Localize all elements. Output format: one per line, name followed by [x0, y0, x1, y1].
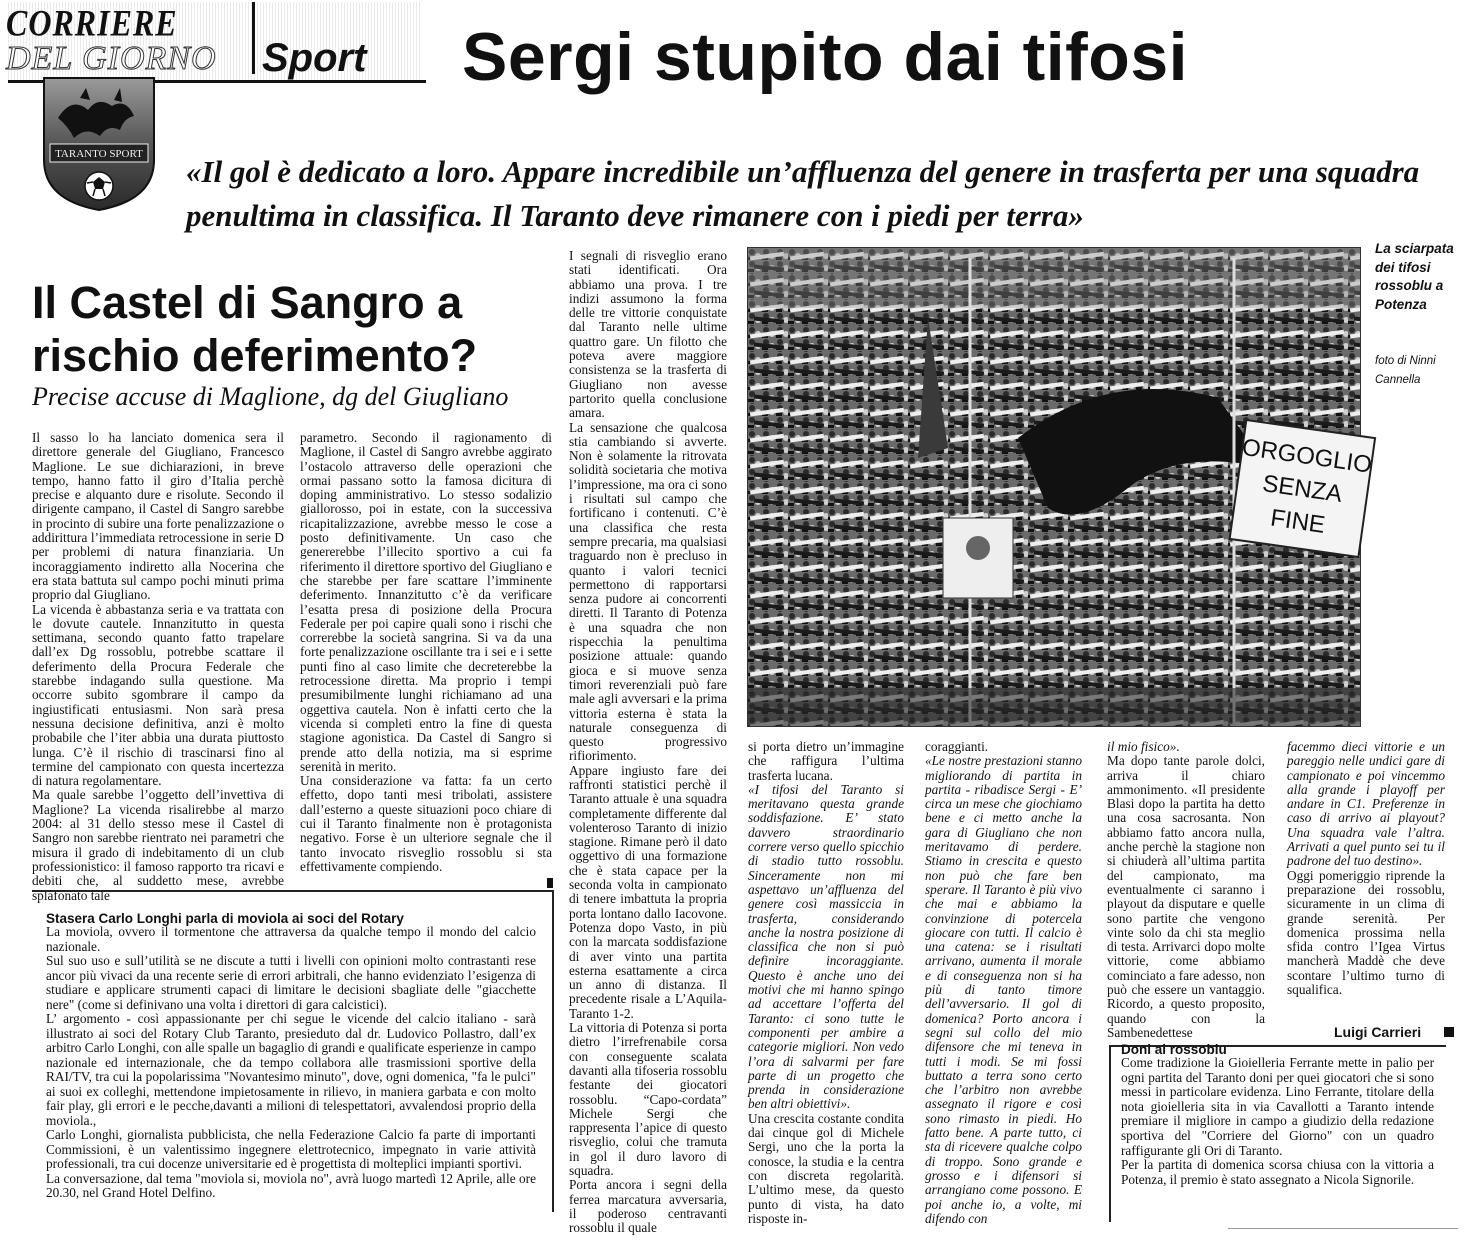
masthead-divider	[252, 2, 255, 74]
masthead-title: CORRIERE	[6, 2, 178, 44]
pull-quote: «Il gol è dedicato a loro. Appare incredibile un’affluenza del genere in trasferta per una squadra penultima in classifica. Il Taranto deve rimanere con i piedi per terra»	[186, 154, 1420, 233]
main-story-column-2	[748, 740, 904, 1226]
paragraph: La sensazione che qualcosa stia cambiando si avverte. Non è solamente la ritrovata solidità societaria che motiva l’impressione, ma ora ci sono i risultati sul campo che fortificano i contenuti. C’è una classifica che resta sempre precaria, ma qualsiasi traguardo non è precluso in quanto i valori tecnici permettono di rapportarsi senza pudore ai concorrenti diretti. Il Taranto di Potenza è una squadra che non rispecchia la penultima posizione attuale: quando gioca e si muove senza timori reverenziali può fare male agli avversari e la prima vittoria esterna è stata la naturale conseguenza di questo progressivo rifiorimento.	[569, 419, 727, 764]
rotary-box-title: Stasera Carlo Longhi parla di moviola ai soci del Rotary	[46, 911, 404, 926]
banner-line-1: ORGOGLIO	[1240, 433, 1374, 479]
side-story-deck: Precise accuse di Maglione, dg del Giugliano	[32, 382, 509, 411]
paragraph: I segnali di risveglio erano stati identificati. Ora abbiamo una prova. I tre indizi assumono la forma delle tre vittorie conquistate dal Taranto nelle ultime quattro gare. Un filotto che poteva avere maggiore consistenza se la trasferta di Giugliano non avesse partorito quella conclusione amara.	[569, 248, 727, 421]
main-story-column-1	[569, 249, 727, 1249]
paragraph: L’ argomento - così appassionante per chi segue le vicende del calcio italiano - sarà illustrato ai soci del Rotary Club Taranto, presieduto dal dr. Ludovico Pollastro, dall’ex arbitro Carlo Longhi, con alle spalle un bagaglio di grandi e qualificate esperienze in campo nazionale ed internazionale, che da tempo collabora alle trasmissioni sportive della RAI/TV, tra cui la popolarissima "Novantesimo minuto", dove, ogni domenica, "fa le pulci" ai suoi ex colleghi, mettendone impietosamente in rilievo, in maniera garbata e con molto fair play, gli errori e le pecche,davanti a milioni di telespettatori, avvalendosi proprio della moviola.,	[46, 1011, 536, 1128]
quote-paragraph: «I tifosi del Taranto si meritavano questa grande soddisfazione. E’ stato davvero straordinario correre verso quello spicchio di stadio tutto rossoblu. Sinceramente non mi aspettavo un’affluenza del genere così massiccia in trasferta, considerando anche la nostra posizione di classifica che non si può definire incoraggiante. Questo è anche uno dei motivi che mi hanno spingo ad accettare l’offerta del Taranto: ci sono tutte le componenti per ambire a categorie migliori. Non vedo l’ora di salvarmi per fare parte di un progetto che prenda in considerazione ben altri obiettivi».	[748, 781, 904, 1112]
paragraph: Ma quale sarebbe l’oggetto dell’invettiva di Maglione? La vicenda risalirebbe al marzo 2004: al 31 dello stesso mese il Castel di Sangro non sarebbe rientrato nei parametri che misura il grado di indebitamento di un club professionistico: il famoso rapporto tra ricavi e debiti che, al suddetto mese, avrebbe splafonato tale	[32, 787, 284, 903]
doni-box-title: Doni ai rossoblu	[1121, 1042, 1227, 1057]
side-story-column-1	[32, 430, 284, 903]
paragraph: parametro. Secondo il ragionamento di Maglione, il Castel di Sangro avrebbe aggirato l’ostacolo attraverso delle operazioni che ormai passano sotto la famosa dicitura di doping amministrativo. Lo stesso sodalizio giallorosso, poi in estate, con la successiva ricapitalizzazione, avrebbe messo le cose a posto definitivamente. Un caso che genererebbe l’illecito sportivo a cui fa riferimento il direttore sportivo del Giugliano e che starebbe per fare scattare l’imminente deferimento. Innanzitutto c’è da verificare l’esatta presa di posizione della Procura Federale per poi capire quali sono i rischi che correrebbe la società sangrina. Si va da una forte penalizzazione oscillante tra i sei e i sette punti fino al caso limite che decreterebbe la retrocessione diretta. Ma proprio i tempi presumibilmente lunghi richiamano ad una oggettiva cautela. Non è infatti certo che la vicenda si completi entro la fine di questa stagione agonistica. Da Castel di Sangro si prende atto della notizia, ma si esprime serenità in merito.	[300, 430, 552, 774]
paragraph: Ma dopo tante parole dolci, arriva il chiaro ammonimento. «Il presidente Blasi dopo la partita ha detto una cosa sacrosanta. Non abbiamo fatto ancora nulla, anche perchè la stagione non si chiuderà all’ultima partita del campionato, ma eventualmente ci saranno i playout da disputare e quelle sono partite che vengono vinte solo da chi sta meglio di testa. Arrivarci dopo molte vittorie, come abbiamo cominciato a fare adesso, non può che essere un vantaggio. Ricordo, a questo proposito, quando con la Sambenedettese	[1107, 753, 1265, 1040]
rotary-box-body	[46, 925, 536, 1201]
main-story-column-3	[925, 740, 1082, 1226]
paragraph: Il sasso lo ha lanciato domenica sera il direttore generale del Giugliano, Francesco Maglione. Le sue dichiarazioni, in breve tempo, hanno fatto il giro d’Italia perchè precise e alquanto dure e risolute. Secondo il dirigente campano, il Castel di Sangro sarebbe in procinto di subire una forte penalizzazione o addirittura l’immediata retrocessione in serie D per problemi di natura finanziaria. Un incoraggiamento indiretto alla Nocerina che era stata battuta sul campo pochi minuti prima proprio dal Giugliano.	[32, 430, 284, 603]
photo-credit: foto di Ninni Cannella	[1375, 355, 1436, 386]
paragraph: Sul suo uso e sull’utilità se ne discute a tutti i livelli con opinioni molto contrastanti rese ancor più vivaci da una recente serie di errori arbitrali, che hanno evidenziato l’esigenza di studiare e applicare strumenti capaci di limitare le decisioni sbagliate delle "giacchette nere" (come si definivano una volta i direttori di gara calcistici).	[46, 953, 536, 1012]
quote-paragraph: il mio fisico».	[1107, 739, 1180, 754]
paragraph: Porta ancora i segni della ferrea marcatura avversaria, il poderoso centravanti rossoblu il quale	[569, 1177, 727, 1236]
paragraph: Appare ingiusto fare dei raffronti statistici perchè il Taranto attuale è una squadra completamente differente dal volenteroso Taranto di inizio stagione. Rimane però il dato oggettivo di una formazione che è stata capace per la seconda volta in campionato di tenere imbattuta la propria porta lontano dallo Iacovone. Potenza dopo Vasto, in più con la marcata soddisfazione di aver vinto una partita esterna esattamente a circa un anno di distanza. Il precedente risale a L’Aquila-Taranto 1-2.	[569, 762, 727, 1021]
section-label: Sport	[262, 36, 367, 80]
paragraph: La vicenda è abbastanza seria e va trattata con le dovute cautele. Innanzitutto in questa settimana, secondo quanto fatto trapelare dall’ex Dg rossoblu, potrebbe scattare il deferimento della Procura Federale che starebbe indagando sulla questione. Ma occorre subito sgombrare il campo da ingiustificati entusiasmi. Non sarà presa nessuna decisione definitiva, anzi è molto probabile che l’iter abbia una durata piuttosto lunga. C’è il rischio di trascinarsi fino al termine del campionato con questa incertezza di natura regolamentare.	[32, 601, 284, 789]
side-story-column-2	[300, 430, 552, 874]
quote-paragraph: facemmo dieci vittorie e un pareggio nelle undici gare di campionato e poi vincemmo alla grande i playoff per andare in C1. Preferenze in caso di arrivo ai playout? Una squadra vale l’altra. Arrivati a quel punto sei tu il padrone del tuo destino».	[1287, 739, 1445, 869]
paragraph: si porta dietro un’immagine che raffigura l’ultima trasferta lucana.	[748, 739, 904, 783]
masthead-subtitle: DEL GIORNO	[6, 40, 217, 77]
doni-box-body	[1121, 1056, 1434, 1187]
box-corner-mark	[547, 878, 553, 888]
main-story-column-4	[1107, 740, 1265, 1040]
paragraph: Una considerazione va fatta: fa un certo effetto, dopo tanti mesi tribolati, assistere dall’esterno a queste situazioni poco chiare di cui il Taranto finalmente non è protagonista negativo. Forse è un ulteriore segnale che il tanto invocato risveglio rossoblu si sta effettivamente compiendo.	[300, 773, 552, 874]
author-signature: Luigi Carrieri	[1334, 1024, 1422, 1040]
banner-line-3: FINE	[1268, 504, 1327, 539]
taranto-sport-crest-icon	[40, 78, 158, 212]
paragraph: coraggianti.	[925, 739, 989, 754]
paragraph: La conversazione, dal tema "moviola si, moviola no", avrà luogo martedì 12 Aprile, alle ore 20.30, nel Grand Hotel Delfino.	[46, 1170, 536, 1200]
paragraph: Oggi pomeriggio riprende la preparazione dei rossoblu, sicuramente in un clima di grande serenità. Per domenica prossima nella sfida contro l’Igea Virtus mancherà Maddè che deve scontare l’ultimo turno di squalifica.	[1287, 867, 1445, 998]
side-story-title: Il Castel di Sangro a rischio deferimento?	[32, 277, 478, 381]
bottom-rule	[1228, 1228, 1458, 1229]
paragraph: Una crescita costante condita dai cinque gol di Michele Sergi, uno che la porta la conosce, la studia e la centra con discreta regolarità. L’ultimo mese, da questo punto di vista, ha dato risposte in-	[748, 1110, 904, 1226]
photo-caption: La sciarpata dei tifosi rossoblu a Potenza	[1375, 241, 1454, 312]
paragraph: Per la partita di domenica scorsa chiusa con la vittoria a Potenza, il premio è stato assegnato a Nicola Signorile.	[1121, 1157, 1434, 1187]
crowd-photo	[747, 247, 1374, 727]
banner-line-2: SENZA	[1260, 470, 1344, 508]
paragraph: La vittoria di Potenza si porta dietro l’irrefrenabile corsa con conseguente scalata davanti alla tifoseria rossoblu festante dei giocatori rossoblu. “Capo-cordata” Michele Sergi che rappresenta l’apice di questo risveglio, colui che tramuta in gol il duro lavoro di squadra.	[569, 1020, 727, 1178]
main-story-column-5	[1287, 740, 1445, 997]
crest-label: TARANTO SPORT	[55, 148, 143, 160]
paragraph: La moviola, ovvero il tormentone che attraversa da qualche tempo il mondo del calcio nazionale.	[46, 924, 536, 954]
quote-paragraph: «Le nostre prestazioni stanno migliorando di partita in partita - ribadisce Sergi - E’ circa un mese che giochiamo bene e ci metto anche la gara di Giugliano che non meritavamo di perdere. Stiamo in crescita e questo non può che fare ben sperare. Il Taranto è più vivo che mai e abbiamo la convinzione di potercela giocare con tutti. Il calcio è una catena: se i risultati arrivano, aumenta il morale e di conseguenza non si ha più di tanto timore dell’avversario. Il gol di domenica? Porto ancora i segni sul collo del mio difensore che mi teneva in tutti i modi. Se mi fossi buttato a terra sono certo che l’arbitro non avrebbe assegnato il rigore e così sono rimasto in piedi. Ho fatto bene. A parte tutto, ci sta di ricevere qualche colpo di troppo. Sono grande e grosso e i difensori si arrangiano come possono. E poi anche io, a volte, mi difendo con	[925, 753, 1082, 1226]
end-mark-icon	[1444, 1027, 1454, 1037]
paragraph: Come tradizione la Gioielleria Ferrante mette in palio per ogni partita del Taranto doni per quei giocatori che si sono messi in particolare evidenza. Lino Ferrante, titolare della nota gioielleria sita in via Cavallotti a Taranto intende premiare il migliore in campo a giudizio della redazione sportiva del "Corriere del Giorno" con un quadro raffigurante gli Ori di Taranto.	[1121, 1055, 1434, 1158]
paragraph: Carlo Longhi, giornalista pubblicista, che nella Federazione Calcio fa parte di importanti Commissioni, è un valentissimo ingegnere elettrotecnico, impegnato in varie attività professionali, tra cui docenze universitarie ed è progettista di molteplici impianti sportivi.	[46, 1127, 536, 1171]
headline: Sergi stupito dai tifosi	[462, 19, 1189, 95]
